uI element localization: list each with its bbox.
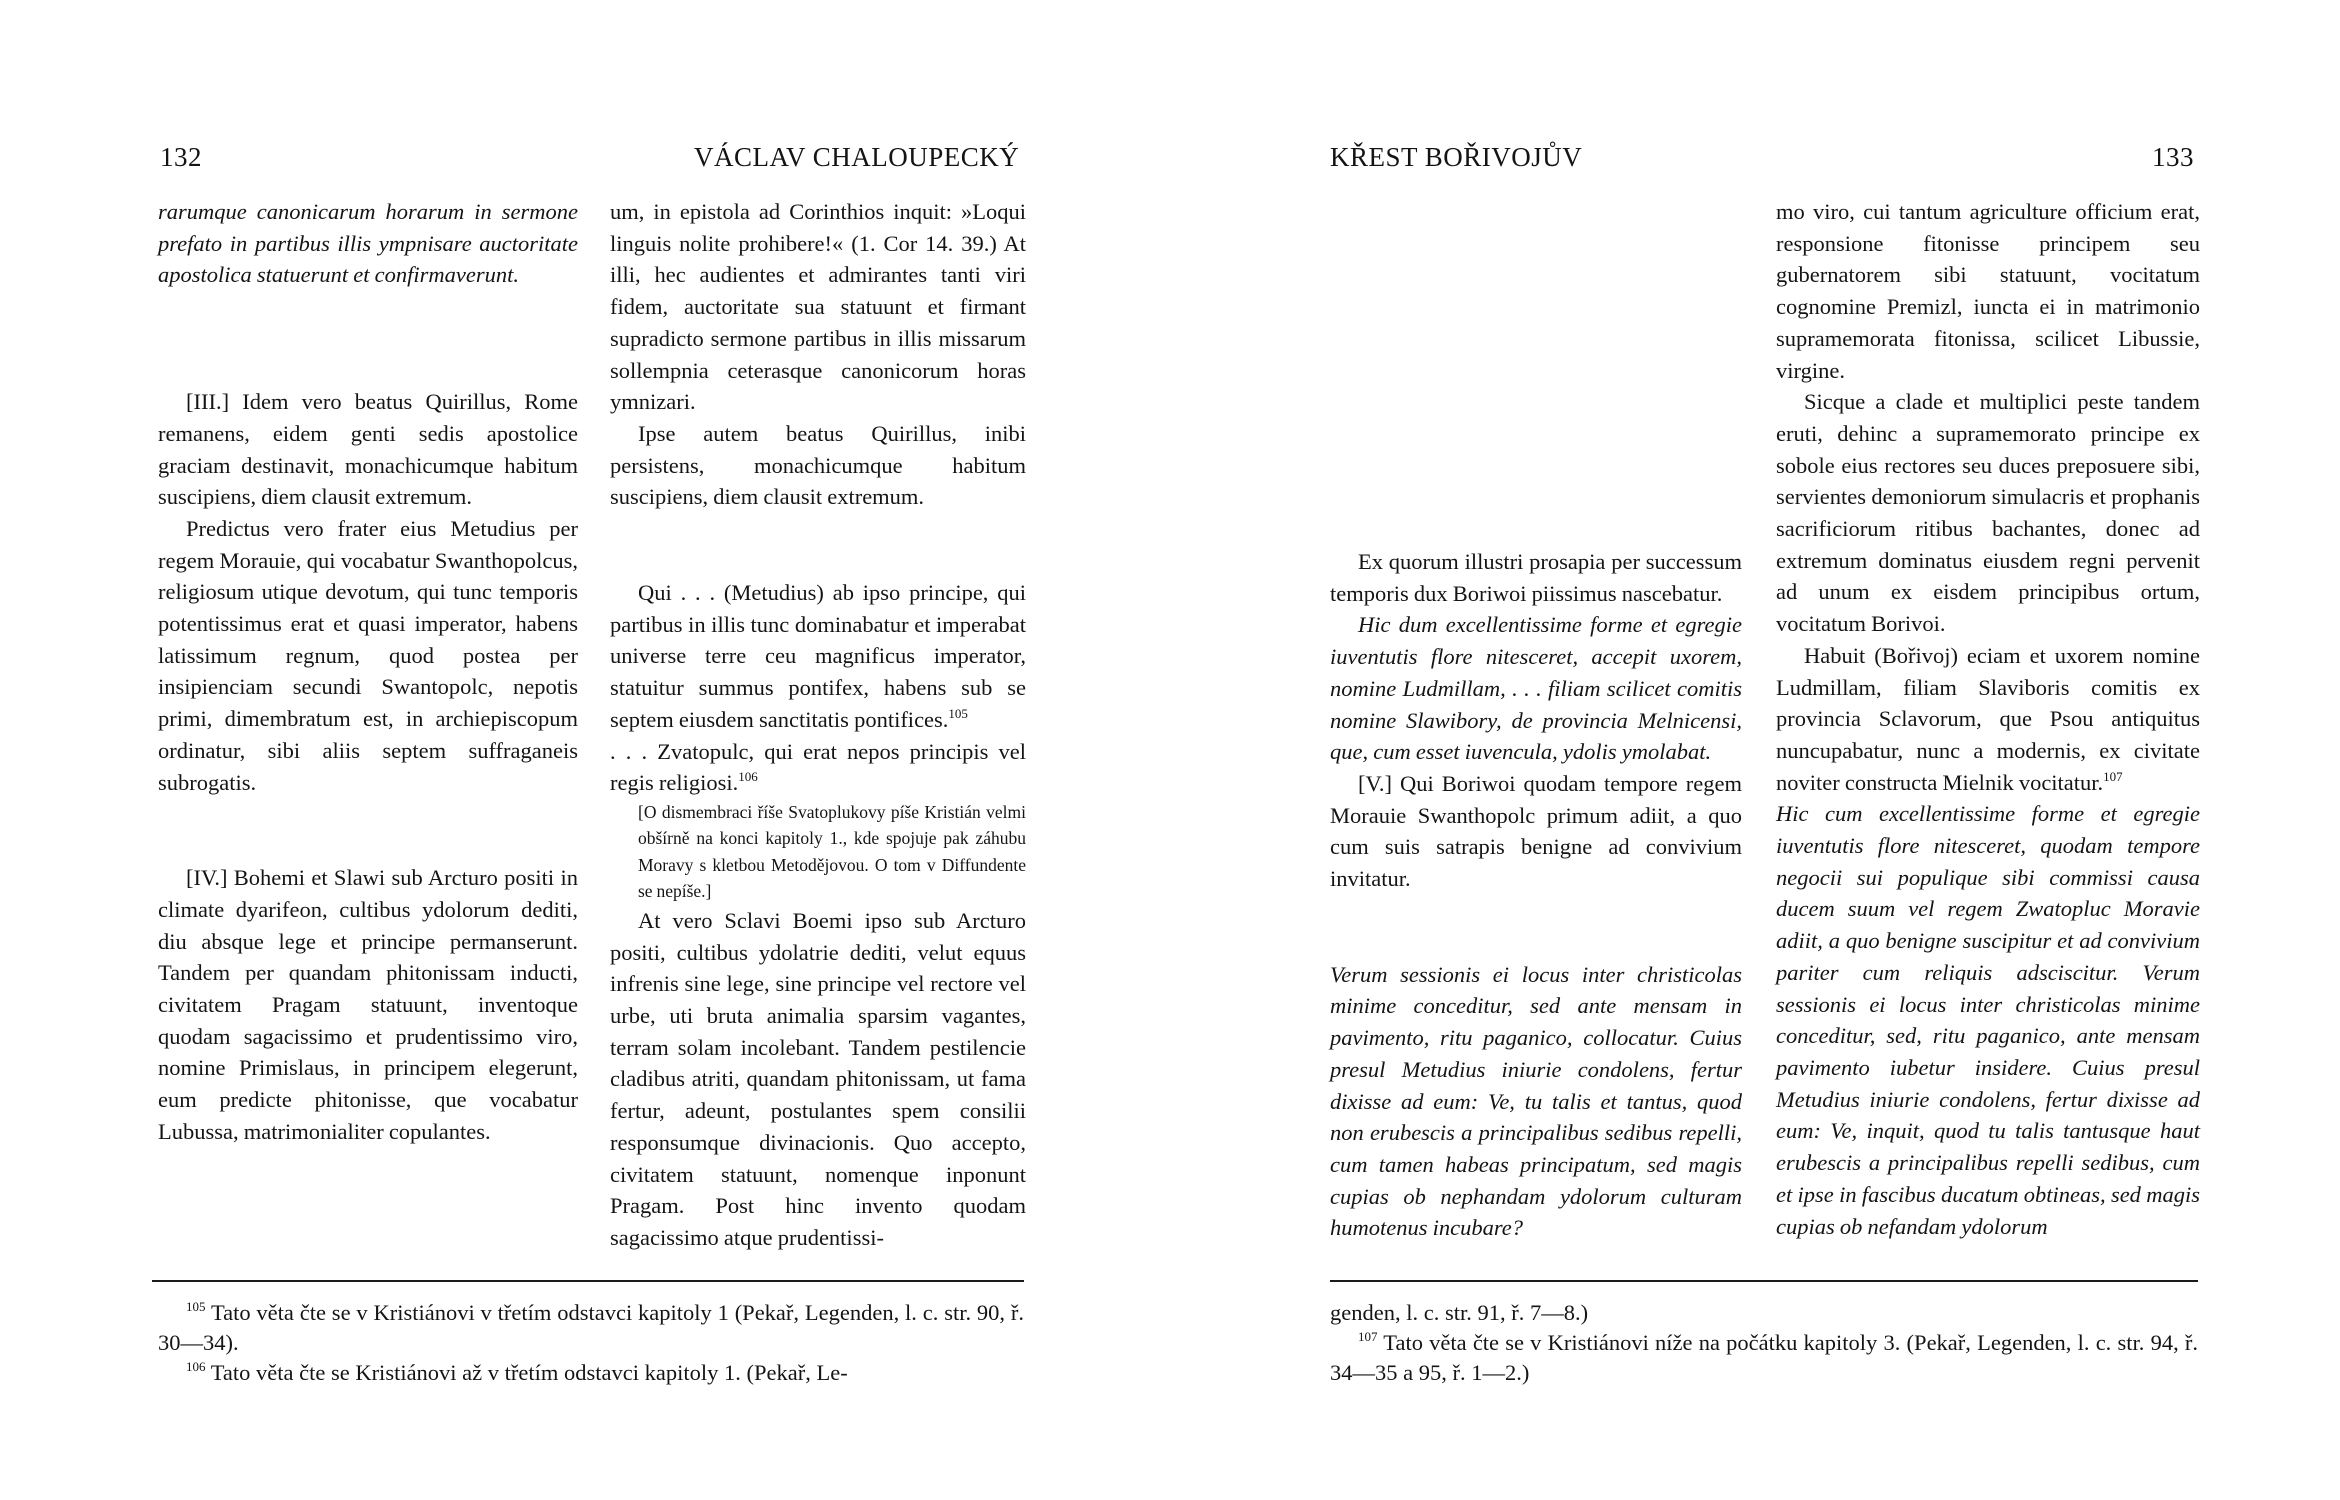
footnotes <box>1330 1298 2198 1388</box>
paragraph: Hic dum excellentissime forme et egregie iuventutis flore nitesceret, accepit uxorem, nomine Ludmillam, . . . filiam scilicet comitis nomine Slawibory, de provincia Melnicensi, que, cum esset iuvencula, ydolis ymolabat. <box>1330 612 1742 765</box>
right-column-b <box>1776 196 2200 1242</box>
paragraph: . . . Zvatopulc, qui erat nepos principis vel regis religiosi.$^{106}$ <box>610 738 1026 796</box>
paragraph: Ex quorum illustri prosapia per successum temporis dux Boriwoi piissimus nascebatur. <box>1330 549 1742 606</box>
paragraph: mo viro, cui tantum agriculture officium erat, responsione fitonisse principem seu gubernatorem sibi statuunt, vocitatum cognomine Premizl, iuncta ei in matrimonio supramemorata fitonissa, scilicet Libussie, virgine. <box>1776 199 2200 383</box>
running-head: KŘEST BOŘIVOJŮV <box>1330 142 1583 172</box>
left-column-b <box>610 196 1026 1254</box>
footnote-rule <box>152 1280 1024 1282</box>
footnote-continuation: genden, l. c. str. 91, ř. 7—8.) <box>1330 1300 1589 1325</box>
footnote-rule <box>1330 1280 2198 1282</box>
paragraph: um, in epistola ad Corinthios inquit: »Loqui linguis nolite prohibere!« (1. Cor 14. 39.) At illi, hec audientes et admirantes tanti viri fidem, auctoritate sua statuunt et firmant supradicto sermone partibus in illis missarum sollempnia ceterasque canonicorum horas ymnizari. <box>610 199 1026 415</box>
paragraph: [III.] Idem vero beatus Quirillus, Rome remanens, eidem genti sedis apostolice graciam destinavit, monachicumque habitum suscipiens, diem clausit extremum. <box>158 389 578 510</box>
paragraph: At vero Sclavi Boemi ipso sub Arcturo positi, cultibus ydolatrie dediti, velut equus infrenis sine lege, sine principe vel rectore vel urbe, uti bruta animalia sparsim vagantes, terram solam incolebant. Tandem pestilencie cladibus atriti, quandam phitonissam, ut fama fertur, adeunt, postulantes spem consilii responsumque divinacionis. Quo accepto, civitatem statuunt, nomenque inponunt Pragam. Post hinc invento quodam sagacissimo atque prudentissi- <box>610 907 1026 1250</box>
paragraph: Ipse autem beatus Quirillus, inibi persistens, monachicumque habitum suscipiens, diem clausit extremum. <box>610 420 1026 510</box>
page-number: 133 <box>2152 142 2194 172</box>
footnote-mark: 105 <box>948 705 968 721</box>
editor-note: [O dismembraci říše Svatoplukovy píše Kristián velmi obšírně na konci kapitoly 1., kde spojuje pak záhubu Moravy s kletbou Metodějovou. O tom v Diffundente se nepíše.] <box>638 801 1026 902</box>
paragraph: Qui . . . (Metudius) ab ipso principe, qui partibus in illis tunc dominabatur et imperabat universe terre ceu magnificus imperator, statuitur summus pontifex, habens sub se septem eiusdem sanctitatis pontifices.$^{105}$ <box>610 580 1026 732</box>
footnote: $^{106}$ Tato věta čte se Kristiánovi až v třetím odstavci kapitoly 1. (Pekař, Le- <box>186 1359 848 1385</box>
paragraph: Habuit (Bořivoj) eciam et uxorem nomine Ludmillam, filiam Slaviboris comitis ex provincia Sclavorum, que Psou antiquitus nuncupabatur, nunc a modernis, ex civitate noviter constructa Mielnik vocitatur.$^{107}$ <box>1776 642 2200 795</box>
paragraph: Sicque a clade et multiplici peste tandem eruti, dehinc a supramemorato principe ex sobole eius rectores seu duces preposuere sibi, servientes demoniorum simulacris et prophanis sacrificiorum ritibus bachantes, donec ad extremum dominatus eiusdem regni pervenit ad unum ex eisdem principibus ortum, vocitatum Borivoi. <box>1776 389 2200 637</box>
page-number: 132 <box>160 142 202 172</box>
footnote-mark: 106 <box>738 769 758 785</box>
footnotes <box>158 1298 1024 1388</box>
paragraph: [IV.] Bohemi et Slawi sub Arcturo positi in climate dyarifeon, cultibus ydolorum dediti, diu absque lege et principe permanserunt. Tandem per quandam phitonissam inducti, civitatem Pragam statuunt, inventoque quodam sagacissimo et prudentissimo viro, nomine Primislaus, in principem elegerunt, eum predicte phitonisse, que vocabatur Lubussa, matrimonialiter copulantes. <box>158 865 578 1144</box>
footnote: $^{105}$ Tato věta čte se v Kristiánovi v třetím odstavci kapitoly 1 (Pekař, Legenden, l. c. str. 90, ř. 30—34). <box>158 1299 1024 1355</box>
right-column-a <box>1330 546 1742 1244</box>
paragraph: Verum sessionis ei locus inter christicolas minime conceditur, sed ante mensam in pavimento, ritu paganico, collocatur. Cuius presul Metudius iniurie condolens, fertur dixisse ad eum: Ve, tu talis et tantus, quod non erubescis a principalibus sedibus repelli, cum tamen habeas principatum, sed magis cupias ob nephandam ydolorum culturam humotenus incubare? <box>1330 961 1742 1241</box>
paragraph: rarumque canonicarum horarum in sermone prefato in partibus illis ympnisare auctoritate apostolica statuerunt et confirmaverunt. <box>158 199 578 288</box>
footnote-mark: 107 <box>2103 768 2123 784</box>
paragraph: Predictus vero frater eius Metudius per regem Morauie, qui vocabatur Swanthopolcus, religiosum utique devotum, qui tunc temporis potentissimus erat et quasi imperator, habens latissimum regnum, quod postea per insipienciam secundi Swantopolc, nepotis primi, dimembratum est, in archiepiscopum ordinatur, sibi aliis septem suffraganeis subrogatis. <box>158 515 578 795</box>
left-column-a <box>158 196 578 1148</box>
paragraph: Hic cum excellentissime forme et egregie iuventutis flore nitesceret, quodam tempore negocii sui populique sibi commissi causa ducem suum vel regem Zwatopluc Moravie adiit, a quo benigne suscipitur et ad convivium pariter cum reliquis adsciscitur. Verum sessionis ei locus inter christicolas minime conceditur, sed, ritu paganico, ante mensam pavimento iubetur insidere. Cuius presul Metudius iniurie condolens, fertur dixisse ad eum: Ve, inquit, quod tu talis tantusque haut erubescis a principalibus repelli sedibus, cum et ipse in fascibus ducatum obtineas, sed magis cupias ob nefandam ydolorum <box>1776 801 2200 1239</box>
running-head: VÁCLAV CHALOUPECKÝ <box>694 142 1020 172</box>
right-page <box>1170 0 2340 1500</box>
paragraph: [V.] Qui Boriwoi quodam tempore regem Morauie Swanthopolc primum adiit, a quo cum suis satrapis benigne ad convivium invitatur. <box>1330 770 1742 892</box>
footnote: $^{107}$ Tato věta čte se v Kristiánovi níže na počátku kapitoly 3. (Pekař, Legenden, l. c. str. 94, ř. 34—35 a 95, ř. 1—2.) <box>1330 1329 2199 1385</box>
